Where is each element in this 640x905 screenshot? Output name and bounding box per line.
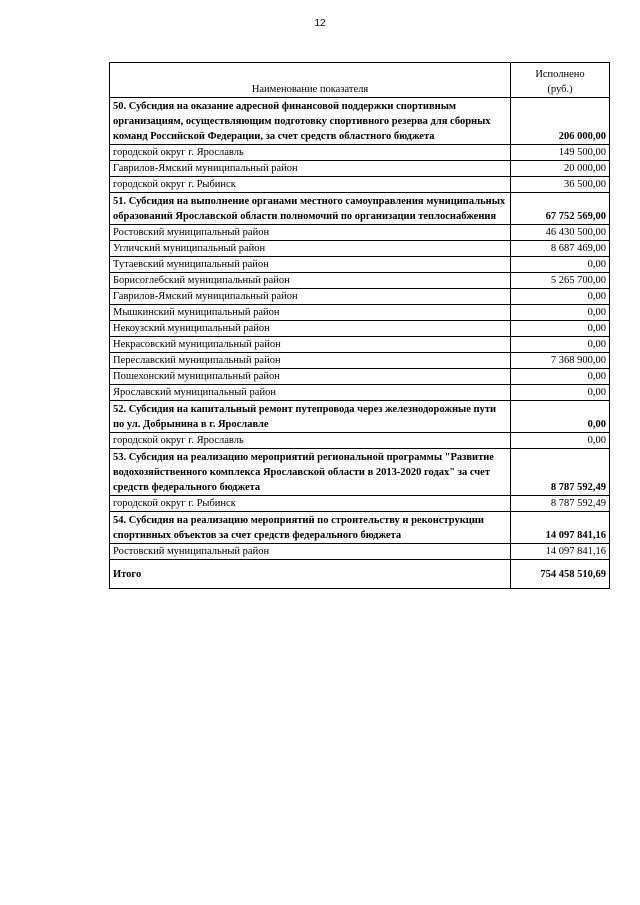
- total-label: Итого: [110, 560, 511, 589]
- section-row: [110, 193, 610, 225]
- section-title: 54. Субсидия на реализацию мероприятий по строительству и реконструкции спортивных объектов за счет средств федерального бюджета: [110, 512, 511, 544]
- section-title: 50. Субсидия на оказание адресной финансовой поддержки спортивным организациям, осуществляющим подготовку спортивного резерва для сборных команд Российской Федерации, за счет средств областного бюджета: [110, 98, 511, 145]
- column-header-value: [511, 63, 610, 98]
- section-row: [110, 449, 610, 496]
- column-header-value-line1: Исполнено: [535, 69, 585, 80]
- section-amount: 14 097 841,16: [511, 512, 610, 544]
- row-value: 14 097 841,16: [511, 544, 610, 560]
- row-name: городской округ г. Ярославль: [110, 145, 511, 161]
- row-name: Мышкинский муниципальный район: [110, 305, 511, 321]
- section-title: 53. Субсидия на реализацию мероприятий региональной программы "Развитие водохозяйственного комплекса Ярославской области в 2013-2020 годах" за счет средств федерального бюджета: [110, 449, 511, 496]
- table-row: [110, 145, 610, 161]
- row-name: Борисоглебский муниципальный район: [110, 273, 511, 289]
- row-value: 8 687 469,00: [511, 241, 610, 257]
- table-row: [110, 321, 610, 337]
- section-amount: 8 787 592,49: [511, 449, 610, 496]
- table-row: [110, 161, 610, 177]
- row-value: 0,00: [511, 321, 610, 337]
- section-title: 51. Субсидия на выполнение органами местного самоуправления муниципальных образований Ярославской области полномочий по организации теплоснабжения: [110, 193, 511, 225]
- table-row: [110, 385, 610, 401]
- row-value: 20 000,00: [511, 161, 610, 177]
- total-row: [110, 560, 610, 589]
- table-row: [110, 289, 610, 305]
- table-row: [110, 433, 610, 449]
- row-name: городской округ г. Рыбинск: [110, 496, 511, 512]
- row-name: Некоузский муниципальный район: [110, 321, 511, 337]
- table-row: [110, 177, 610, 193]
- section-row: [110, 401, 610, 433]
- table-row: [110, 496, 610, 512]
- row-value: 0,00: [511, 385, 610, 401]
- table-row: [110, 544, 610, 560]
- row-value: 0,00: [511, 337, 610, 353]
- row-name: Гаврилов-Ямский муниципальный район: [110, 161, 511, 177]
- table-header-row: [110, 63, 610, 98]
- table-body: [110, 98, 610, 560]
- section-amount: 206 000,00: [511, 98, 610, 145]
- row-value: 0,00: [511, 289, 610, 305]
- row-name: городской округ г. Ярославль: [110, 433, 511, 449]
- table-row: [110, 337, 610, 353]
- row-name: Ростовский муниципальный район: [110, 225, 511, 241]
- column-header-name: Наименование показателя: [110, 63, 511, 98]
- table-row: [110, 273, 610, 289]
- row-value: 0,00: [511, 433, 610, 449]
- row-name: городской округ г. Рыбинск: [110, 177, 511, 193]
- row-name: Ростовский муниципальный район: [110, 544, 511, 560]
- row-name: Гаврилов-Ямский муниципальный район: [110, 289, 511, 305]
- row-value: 149 500,00: [511, 145, 610, 161]
- row-value: 0,00: [511, 305, 610, 321]
- row-name: Угличский муниципальный район: [110, 241, 511, 257]
- row-name: Ярославский муниципальный район: [110, 385, 511, 401]
- row-name: Пошехонский муниципальный район: [110, 369, 511, 385]
- row-name: Переславский муниципальный район: [110, 353, 511, 369]
- row-value: 7 368 900,00: [511, 353, 610, 369]
- section-row: [110, 98, 610, 145]
- page-number: 12: [314, 18, 326, 29]
- section-amount: 0,00: [511, 401, 610, 433]
- section-row: [110, 512, 610, 544]
- row-name: Некрасовский муниципальный район: [110, 337, 511, 353]
- table-row: [110, 305, 610, 321]
- column-header-value-line2: (руб.): [547, 84, 573, 95]
- table-row: [110, 257, 610, 273]
- report-table: [109, 62, 610, 589]
- section-title: 52. Субсидия на капитальный ремонт путепровода через железнодорожные пути по ул. Добрынина в г. Ярославле: [110, 401, 511, 433]
- table-row: [110, 369, 610, 385]
- row-value: 0,00: [511, 257, 610, 273]
- row-value: 36 500,00: [511, 177, 610, 193]
- table-row: [110, 241, 610, 257]
- table-row: [110, 353, 610, 369]
- row-name: Тутаевский муниципальный район: [110, 257, 511, 273]
- section-amount: 67 752 569,00: [511, 193, 610, 225]
- row-value: 46 430 500,00: [511, 225, 610, 241]
- table-row: [110, 225, 610, 241]
- total-value: 754 458 510,69: [511, 560, 610, 589]
- row-value: 8 787 592,49: [511, 496, 610, 512]
- row-value: 5 265 700,00: [511, 273, 610, 289]
- row-value: 0,00: [511, 369, 610, 385]
